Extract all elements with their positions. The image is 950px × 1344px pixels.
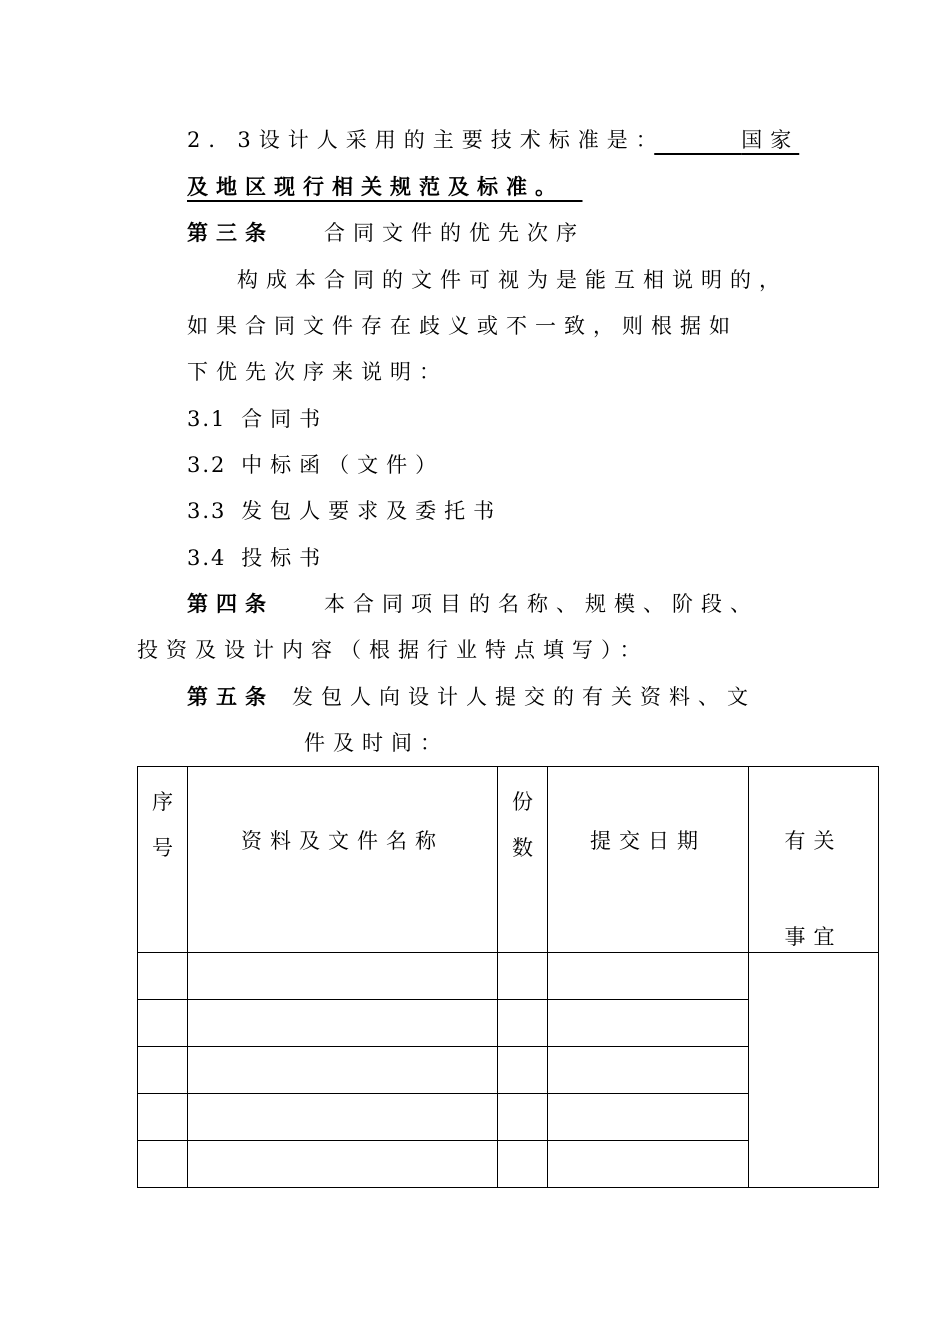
priority-item-num: 3.2 — [187, 453, 227, 477]
article-5-heading: 第五条 — [187, 684, 274, 709]
priority-item — [187, 405, 328, 433]
table-cell[interactable] — [548, 1047, 749, 1094]
table-cell[interactable] — [138, 1000, 188, 1047]
header-notes-line2: 事宜 — [784, 925, 843, 949]
article-4-heading: 第四条 — [187, 591, 274, 616]
table-cell[interactable] — [188, 1047, 498, 1094]
table-cell[interactable] — [498, 1094, 548, 1141]
table-cell[interactable] — [498, 1047, 548, 1094]
documents-table — [137, 766, 879, 1188]
priority-item — [187, 451, 444, 479]
table-header-row — [138, 767, 879, 953]
section-2-3-value-part2: 及地区现行相关规范及标准。 — [187, 174, 554, 199]
header-name — [188, 767, 498, 953]
table-cell[interactable] — [138, 1047, 188, 1094]
table-cell[interactable] — [548, 1000, 749, 1047]
header-copies-char: 份 — [512, 790, 533, 814]
article-4-heading-line — [187, 590, 759, 618]
priority-item — [187, 497, 502, 525]
article-3-heading-line — [187, 219, 585, 247]
article-4-title-line2: 投资及设计内容（根据行业特点填写）： — [137, 638, 649, 662]
article-4-title-line1: 本合同项目的名称、规模、阶段、 — [324, 592, 759, 616]
priority-item — [187, 544, 328, 572]
table-cell[interactable] — [548, 1141, 749, 1188]
section-2-3-value-part1: 国家 — [741, 128, 800, 152]
table-cell[interactable] — [548, 953, 749, 1000]
priority-item-text: 发包人要求及委托书 — [241, 499, 503, 523]
section-2-3-lead: 2．3设计人采用的主要技术标准是： — [187, 128, 655, 152]
article-5-title-line1: 发包人向设计人提交的有关资料、文 — [292, 685, 756, 709]
header-seq-char: 号 — [152, 836, 173, 860]
header-notes — [749, 767, 879, 953]
table-cell[interactable] — [188, 1000, 498, 1047]
priority-item-text: 中标函（文件） — [241, 453, 445, 477]
header-seq — [138, 767, 188, 953]
header-seq-char: 序 — [152, 790, 173, 814]
table-cell[interactable] — [548, 1094, 749, 1141]
header-copies — [498, 767, 548, 953]
header-date — [548, 767, 749, 953]
priority-item-text: 投标书 — [241, 546, 329, 570]
table-cell[interactable] — [498, 1000, 548, 1047]
table-cell[interactable] — [188, 1141, 498, 1188]
table-cell[interactable] — [138, 1094, 188, 1141]
table-cell[interactable] — [138, 953, 188, 1000]
priority-item-text: 合同书 — [241, 407, 329, 431]
header-name-text: 资料及文件名称 — [241, 829, 444, 853]
article-5-title-line2: 件及时间： — [304, 731, 449, 755]
header-copies-char: 数 — [512, 836, 533, 860]
table-cell[interactable] — [188, 953, 498, 1000]
article-3-body-line1: 构成本合同的文件可视为是能互相说明的， — [237, 268, 788, 292]
table-cell[interactable] — [188, 1094, 498, 1141]
table-row — [138, 953, 879, 1000]
header-date-text: 提交日期 — [590, 829, 706, 853]
article-3-heading: 第三条 — [187, 220, 274, 245]
table-cell[interactable] — [138, 1141, 188, 1188]
section-2-3-line1 — [187, 126, 799, 154]
notes-merged-cell[interactable] — [749, 953, 879, 1188]
header-notes-line1: 有关 — [784, 829, 843, 853]
article-3-body-line3: 下优先次序来说明： — [187, 360, 448, 384]
table-cell[interactable] — [498, 1141, 548, 1188]
section-2-3-line2 — [187, 173, 583, 201]
article-3-title: 合同文件的优先次序 — [324, 221, 585, 245]
priority-item-num: 3.1 — [187, 407, 227, 431]
priority-item-num: 3.3 — [187, 499, 227, 523]
priority-item-num: 3.4 — [187, 546, 227, 570]
table-cell[interactable] — [498, 953, 548, 1000]
article-5-heading-line — [187, 683, 756, 711]
article-3-body-line2: 如果合同文件存在歧义或不一致，则根据如 — [187, 314, 738, 338]
